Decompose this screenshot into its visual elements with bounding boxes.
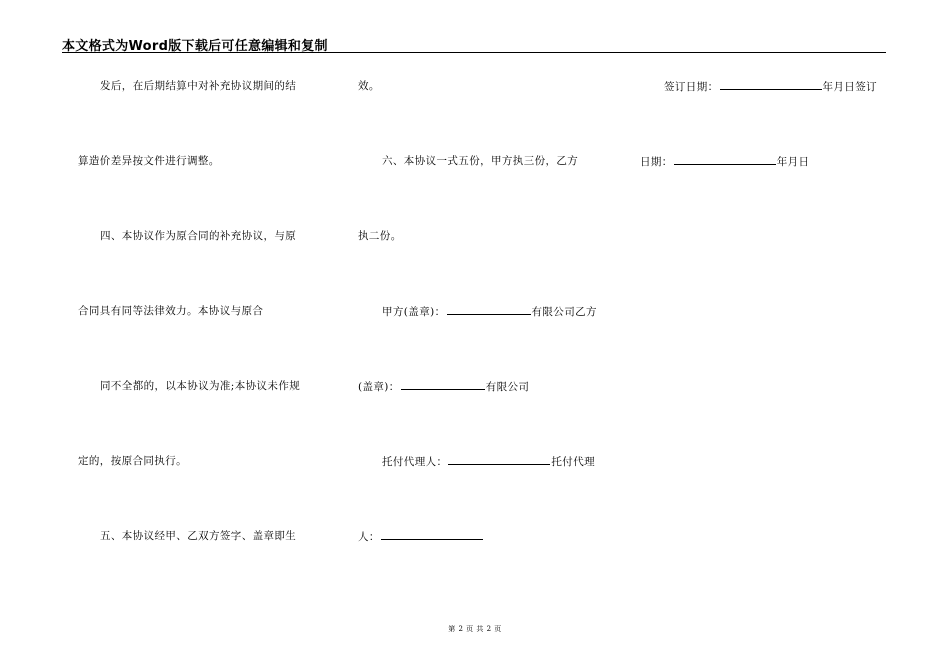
signing-date-label: 签订日期： (664, 81, 719, 93)
col2-line-1: 效。 (358, 80, 380, 92)
col2-line-4 (382, 304, 597, 319)
agent-a-blank (448, 454, 550, 465)
col3-line-2 (640, 154, 809, 169)
page-footer: 第 2 页 共 2 页 (448, 625, 502, 633)
col2-line-3: 执二份。 (358, 230, 402, 242)
col1-line-4: 合同具有同等法律效力。本协议与原合 (78, 305, 264, 317)
agent-b-label-end: 人： (358, 531, 380, 543)
party-a-seal-label: 甲方(盖章)： (382, 306, 446, 318)
party-b-seal-label: (盖章)： (358, 381, 400, 393)
party-b-company-suffix: 有限公司 (485, 381, 530, 393)
agent-b-label-start: 托付代理 (551, 456, 596, 468)
header-title: 本文格式为Word版下载后可任意编辑和复制 (62, 39, 328, 54)
col1-line-2: 算造价差异按文件进行调整。 (78, 155, 220, 167)
agent-b-blank (381, 529, 483, 540)
col1-line-7: 五、本协议经甲、乙双方签字、盖章即生 (100, 530, 297, 542)
col2-line-7 (358, 529, 484, 544)
col1-line-3: 四、本协议作为原合同的补充协议，与原 (100, 230, 297, 242)
col1-line-5: 同不全都的，以本协议为准;本协议未作规 (100, 380, 301, 392)
date-suffix: 年月日 (776, 156, 810, 168)
col1-line-6: 定的，按原合同执行。 (78, 455, 187, 467)
signing-date-suffix: 年月日签订 (822, 81, 877, 93)
party-b-seal-blank (401, 379, 485, 390)
party-a-company-suffix: 有限公司乙方 (531, 306, 597, 318)
party-a-seal-blank (447, 304, 531, 315)
col3-line-1 (664, 79, 877, 94)
col1-line-1: 发后，在后期结算中对补充协议期间的结 (100, 80, 297, 92)
agent-a-label: 托付代理人： (382, 456, 448, 468)
signing-date-blank (720, 79, 822, 90)
col2-line-2: 六、本协议一式五份，甲方执三份，乙方 (382, 155, 579, 167)
page-header (62, 34, 886, 53)
col2-line-6 (382, 454, 595, 469)
date-blank (674, 154, 776, 165)
date-label: 日期： (640, 156, 673, 168)
col2-line-5 (358, 379, 529, 394)
